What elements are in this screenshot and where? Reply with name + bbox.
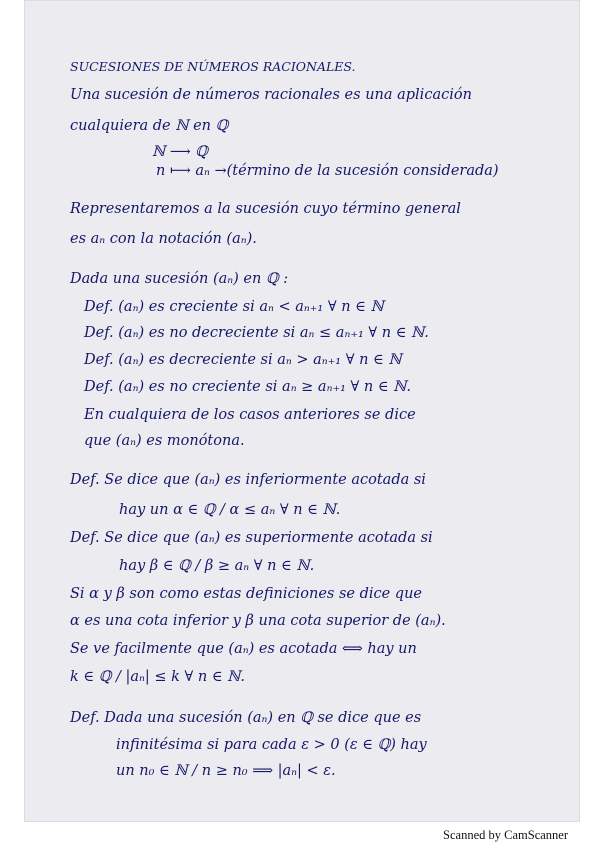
note-line: cualquiera de ℕ en ℚ (70, 118, 229, 134)
note-title: SUCESIONES DE NÚMEROS RACIONALES. (70, 59, 356, 74)
note-line: Una sucesión de números racionales es una aplicación (70, 87, 472, 103)
note-line: es aₙ con la notación (aₙ). (70, 231, 257, 247)
note-line: ℕ ⟶ ℚ (152, 144, 208, 160)
note-line: hay un α ∈ ℚ / α ≤ aₙ ∀ n ∈ ℕ. (119, 502, 341, 518)
note-line: Def. Se dice que (aₙ) es superiormente acotada si (70, 530, 433, 546)
note-line: En cualquiera de los casos anteriores se dice (84, 407, 416, 423)
note-line: que (aₙ) es monótona. (84, 433, 245, 449)
note-line: un n₀ ∈ ℕ / n ≥ n₀ ⟹ |aₙ| < ε. (116, 763, 336, 779)
scanner-watermark: Scanned by CamScanner (443, 828, 568, 842)
scanned-page (24, 0, 580, 822)
note-line: Def. (aₙ) es creciente si aₙ < aₙ₊₁ ∀ n ∈ ℕ (84, 299, 384, 315)
note-line: Def. Dada una sucesión (aₙ) en ℚ se dice que es (70, 710, 422, 726)
note-line: Se ve facilmente que (aₙ) es acotada ⟺ hay un (70, 641, 417, 657)
note-line: Si α y β son como estas definiciones se dice que (70, 586, 423, 602)
note-line: n ⟼ aₙ →(término de la sucesión considerada) (156, 163, 499, 179)
note-line: hay β ∈ ℚ / β ≥ aₙ ∀ n ∈ ℕ. (119, 558, 315, 574)
note-line: Dada una sucesión (aₙ) en ℚ : (70, 271, 289, 287)
note-line: α es una cota inferior y β una cota superior de (aₙ). (70, 613, 446, 629)
note-line: Def. (aₙ) es decreciente si aₙ > aₙ₊₁ ∀ n ∈ ℕ (84, 352, 402, 368)
note-line: Representaremos a la sucesión cuyo término general (70, 201, 461, 217)
note-line: k ∈ ℚ / |aₙ| ≤ k ∀ n ∈ ℕ. (70, 669, 246, 685)
note-line: Def. Se dice que (aₙ) es inferiormente acotada si (70, 472, 426, 488)
note-line: infinitésima si para cada ε > 0 (ε ∈ ℚ) hay (116, 737, 427, 753)
note-line: Def. (aₙ) es no creciente si aₙ ≥ aₙ₊₁ ∀ n ∈ ℕ. (84, 379, 412, 395)
note-line: Def. (aₙ) es no decreciente si aₙ ≤ aₙ₊₁ ∀ n ∈ ℕ. (84, 325, 429, 341)
